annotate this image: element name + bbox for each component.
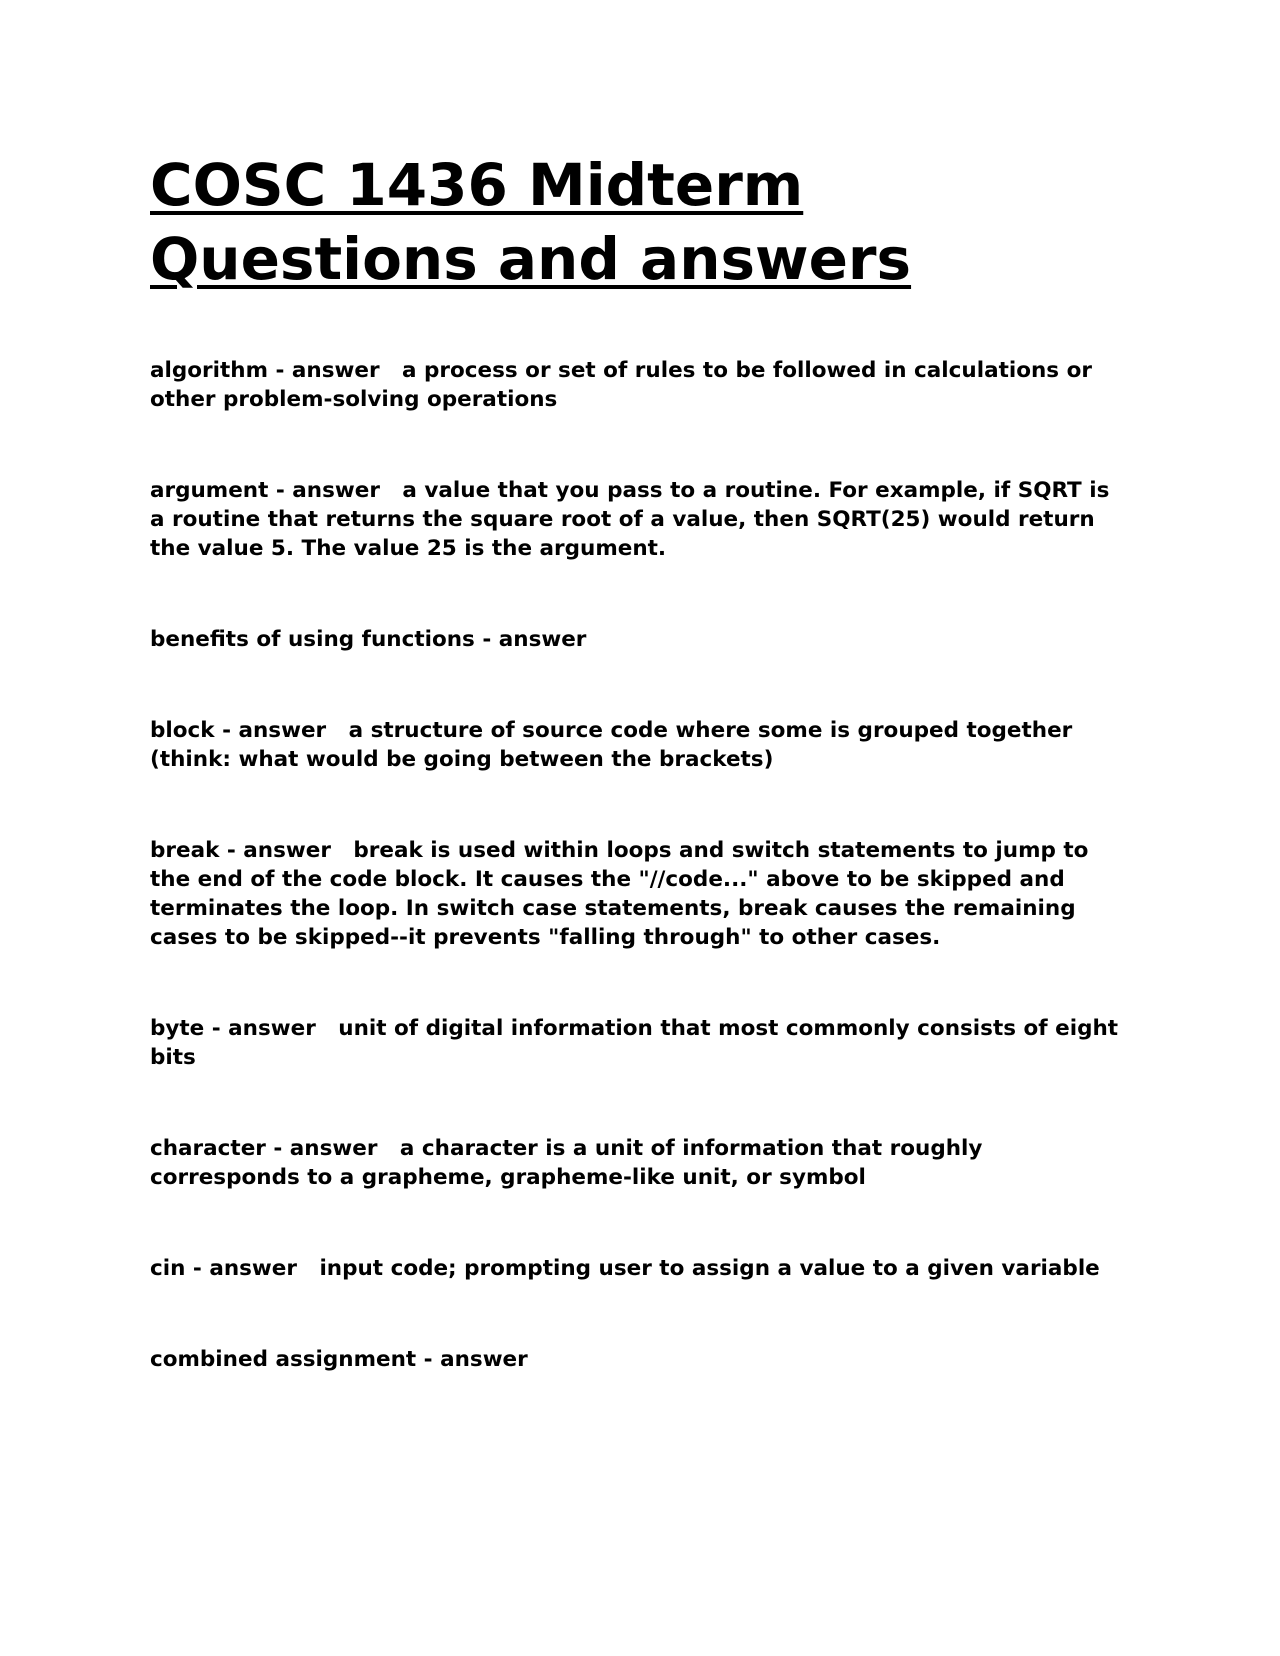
entry-term: block	[150, 718, 215, 743]
entry-combined-assignment	[150, 1345, 1130, 1374]
entry-definition: a process or set of rules to be followed in calculations or other problem-solving operations	[150, 358, 1100, 412]
entry-definition: break is used within loops and switch statements to jump to the end of the code block. It causes the "//code..." above to be skipped and terminates the loop. In switch case statements, break causes the remaining cases to be skipped--it prevents "falling through" to other cases.	[150, 838, 1096, 950]
entry-term: argument	[150, 478, 269, 503]
entry-separator: - answer	[204, 1016, 339, 1041]
entry-separator: - answer	[268, 478, 403, 503]
document-title: COSC 1436 Midterm Questions and answers	[150, 151, 912, 293]
entry-definition: unit of digital information that most commonly consists of eight bits	[150, 1016, 1126, 1070]
entry-block	[150, 716, 1130, 774]
entry-separator: - answer	[265, 1136, 400, 1161]
entry-term: character	[150, 1136, 266, 1161]
entry-term: byte	[150, 1016, 205, 1041]
entry-definition: input code; prompting user to assign a value to a given variable	[319, 1256, 1100, 1281]
entry-algorithm	[150, 356, 1130, 414]
entry-break	[150, 836, 1130, 952]
entry-argument	[150, 476, 1130, 563]
entry-term: combined assignment	[150, 1347, 417, 1372]
entry-term: break	[150, 838, 220, 863]
entry-term: benefits of using functions	[150, 627, 475, 652]
entry-separator: - answer	[268, 358, 403, 383]
entry-term: cin	[150, 1256, 186, 1281]
entry-byte	[150, 1014, 1130, 1072]
entry-separator: - answer	[214, 718, 349, 743]
entry-benefits-of-using-functions	[150, 625, 1130, 654]
entry-list	[150, 356, 1130, 1436]
entry-term: algorithm	[150, 358, 268, 383]
entry-separator: - answer	[474, 627, 587, 652]
entry-separator: - answer	[185, 1256, 320, 1281]
entry-character	[150, 1134, 1130, 1192]
entry-definition: a character is a unit of information that roughly corresponds to a grapheme, grapheme-like unit, or symbol	[150, 1136, 990, 1190]
entry-separator: - answer	[219, 838, 354, 863]
entry-definition: a value that you pass to a routine. For example, if SQRT is a routine that returns the square root of a value, then SQRT(25) would return the value 5. The value 25 is the argument.	[150, 478, 1117, 561]
entry-cin	[150, 1254, 1130, 1283]
entry-definition: a structure of source code where some is grouped together (think: what would be going between the brackets)	[150, 718, 1080, 772]
entry-separator: - answer	[416, 1347, 528, 1372]
